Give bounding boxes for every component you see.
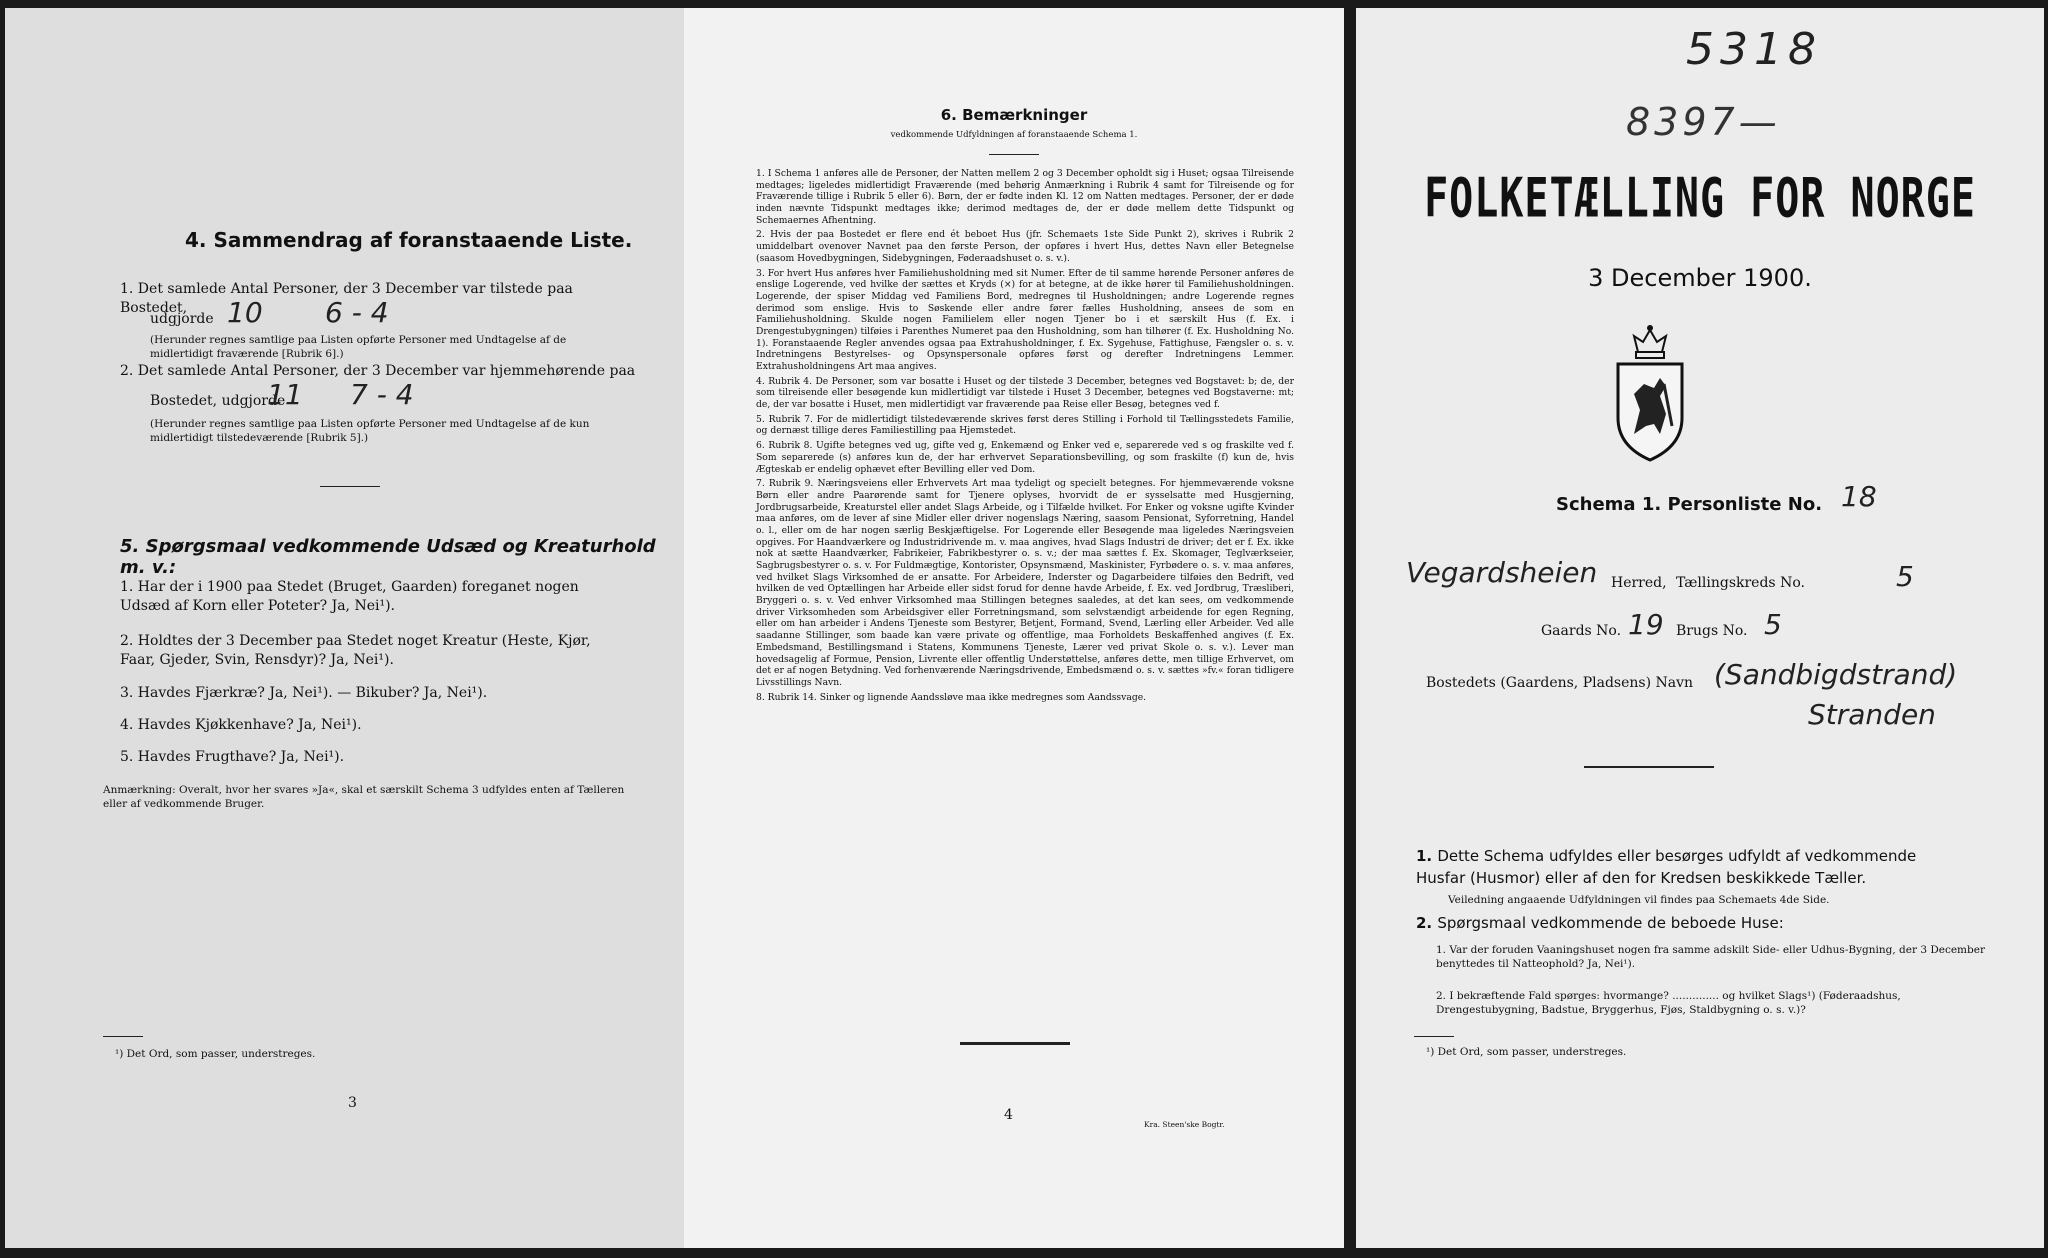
q1-note: (Herunder regnes samtlige paa Listen opførte Personer med Undtagelse af de midlertidigt fraværende [Rubrik 6].) (150, 334, 567, 360)
page-number: 3 (348, 1095, 357, 1111)
bosted-label: Bostedets (Gaardens, Pladsens) Navn (1426, 675, 1694, 691)
s5-item-2: 2. Holdtes der 3 December paa Stedet noget Kreatur (Heste, Kjør, Faar, Gjeder, Svin, Rensdyr)? Ja, Nei¹). (120, 633, 591, 668)
schema-label: Schema 1. Personliste No. (1556, 494, 1823, 515)
remark-item: 2. Hvis der paa Bostedet er flere end ét beboet Hus (jfr. Schemaets 1ste Side Punkt 2), skrives i Rubrik 2 umiddelbart ovenover Navnet paa den første Person, der opføres i hvert Hus, dettes Navn eller Betegnelse (saasom Hovedbygningen, Sidebygningen, Føderaadshuset o. s. v.). (756, 229, 1294, 264)
instruction-2-text: Spørgsmaal vedkommende de beboede Huse: (1437, 914, 1784, 932)
archive-number-crossed: 8397— (1626, 100, 1781, 144)
end-rule (960, 1042, 1070, 1045)
remark-item: 7. Rubrik 9. Næringsveiens eller Erhvervets Art maa tydeligt og specielt betegnes. For hjemmeværende voksne Børn eller andre Paarørende samt for Tjenere oplyses, hvorvidt de er sysselsatte med Husgjerning, Jordbrugsarbeide, Kreaturstel eller andet Slags Arbeide, og i Tilfælde hvilket. For Enker og voksne ugifte Kvinder maa anføres, om de lever af sine Midler eller driver nogenslags Næring, saasom Pensionat, Syforretning, Handel o. l., eller om de har nogen særlig Beskjæftigelse. For Logerende eller Besøgende maa ligeledes Næringsveien opgives. For Haandværkere og Industridrivende m. v. maa angives, hvad Slags Industri de driver; det er f. Ex. ikke nok at sætte Haandværker, Fabrikeier, Fabrikbestyrer o. s. v.; der maa sættes f. Ex. Skomager, Teglværkseier, Sagbrugsbestyrer o. s. v. For Fuldmægtige, Kontorister, Opsynsmænd, Maskinister, Fyrbødere o. s. v. maa anføres, ved hvilket Slags Virksomhed de er ansatte. For Arbeidere, Inderster og Dagarbeidere tilføies den Bedrift, ved hvilken de ved Optællingen har Arbeide eller sidst forud for denne havde Arbeide, f. Ex. ved Jordbrug, Træsliberi, Bryggeri o. s. v. Ved enhver Virksomhed maa Stillingen betegnes saaledes, at det kan sees, om vedkommende driver Virksomheden som Arbeidsgiver eller Forretningsmand, som selvstændigt arbeidende for egen Regning, eller om han arbeider i Andens Tjeneste som Bestyrer, Betjent, Formand, Svend, Lærling eller Arbeider. Ved alle saadanne Stillinger, som baade kan være private og offentlige, maa Forholdets Beskaffenhed angives (f. Ex. Embedsmand, Bestillingsmand i Statens, Kommunens Tjeneste, Lærer ved privat Skole o. s. v.). Lever man hovedsagelig af Formue, Pension, Livrente eller offentlig Understøttelse, anføres dette, men tillige Erhvervet, om det er af nogen Betydning. Ved forhenværende Næringsdrivende, Embedsmænd o. s. v. sættes »fv.« foran tidligere Livsstillings Navn. (756, 478, 1294, 688)
instruction-1-text: Dette Schema udfyldes eller besørges udfyldt af vedkommende Husfar (Husmor) eller af den for Kredsen beskikkede Tæller. (1416, 847, 1917, 887)
remark-item: 6. Rubrik 8. Ugifte betegnes ved ug, gifte ved g, Enkemænd og Enker ved e, separerede ved s og fraskilte ved f. Som separerede (s) anføres kun de, der har erhvervet Separationsbevilling, og som fraskilte (f) kun de, hvis Ægteskab er endelig ophævet efter Bevilling eller ved Dom. (756, 440, 1294, 475)
gaards-label: Gaards No. (1541, 623, 1622, 639)
printer-mark: Kra. Steen'ske Bogtr. (1144, 1120, 1225, 1129)
s5-item-1: 1. Har der i 1900 paa Stedet (Bruget, Gaarden) foreganet nogen Udsæd af Korn eller Poteter? Ja, Nei¹). (120, 579, 579, 614)
main-title: FOLKETÆLLING FOR NORGE (1424, 167, 1976, 231)
gaards-value: 19 (1628, 608, 1664, 641)
coat-of-arms-icon (1610, 322, 1690, 462)
q2-value: 11 (267, 378, 303, 411)
divider (989, 154, 1039, 155)
anmaerkning: Anmærkning: Overalt, hvor her svares »Ja«, skal et særskilt Schema 3 udfyldes enten af Tælleren eller af vedkommende Bruger. (103, 784, 625, 810)
left-page (5, 8, 685, 1248)
q2-note: (Herunder regnes samtlige paa Listen opførte Personer med Undtagelse af de kun midlertidigt tilstedeværende [Rubrik 5].) (150, 418, 590, 444)
instruction-1-sub: Veiledning angaaende Udfyldningen vil findes paa Schemaets 4de Side. (1448, 894, 1830, 906)
s5-item-5: 5. Havdes Frugthave? Ja, Nei¹). (120, 749, 345, 765)
remarks-subtitle: vedkommende Udfyldningen af foranstaaende Schema 1. (890, 130, 1138, 140)
section4-title: 4. Sammendrag af foranstaaende Liste. (185, 228, 633, 252)
s5-item-4: 4. Havdes Kjøkkenhave? Ja, Nei¹). (120, 717, 362, 733)
instruction-2b: 2. I bekræftende Fald spørges: hvormange? .............. og hvilket Slags¹) (Føderaadshus, Drengestubygning, Badstue, Bryggerhus, Fjøs, Staldbygning o. s. v.)? (1436, 990, 1901, 1016)
schema-number: 18 (1841, 480, 1877, 513)
instruction-1 (1416, 846, 1956, 890)
q1-value: 10 (227, 296, 263, 329)
section5-title: 5. Spørgsmaal vedkommende Udsæd og Kreaturhold m. v.: (120, 536, 656, 578)
middle-page (684, 8, 1344, 1248)
brugs-value: 5 (1764, 608, 1782, 641)
right-page (1356, 8, 2044, 1248)
remark-item: 4. Rubrik 4. De Personer, som var bosatte i Huset og der tilstede 3 December, betegnes ved Bogstavet: b; de, der som tilreisende eller besøgende kun midlertidigt var tilstede i Huset 3 December, betegnes ved Bogstaverne: mt; de, der var bosatte i Huset, men midlertidigt var fraværende paa Reise eller Besøg, betegnes ved f. (756, 375, 1294, 411)
q1-split: 6 - 4 (325, 296, 389, 329)
divider (1584, 766, 1714, 768)
instruction-2-number: 2. (1416, 914, 1438, 932)
remark-item: 8. Rubrik 14. Sinker og lignende Aandssløve maa ikke medregnes som Aandssvage. (756, 691, 1147, 703)
instruction-2a: 1. Var der foruden Vaaningshuset nogen fra samme adskilt Side- eller Udhus-Bygning, der 3 December benyttedes til Natteophold? Ja, Nei¹). (1436, 944, 1985, 970)
footnote: ¹) Det Ord, som passer, understreges. (1426, 1046, 1627, 1058)
census-date: 3 December 1900. (1588, 264, 1812, 292)
divider (320, 486, 380, 487)
q2-split: 7 - 4 (350, 378, 414, 411)
q1-text: 1. Det samlede Antal Personer, der 3 December var tilstede paa Bostedet, (120, 281, 573, 316)
remark-item: 1. I Schema 1 anføres alle de Personer, der Natten mellem 2 og 3 December opholdt sig i Huset; ogsaa Tilreisende medtages; ligeledes midlertidigt Fraværende (med behørig Anmærkning i Rubrik 4 samt for Tilreisende og for Fraværende tillige i Rubrik 5 eller 6). Børn, der er fødte inden Kl. 12 om Natten medtages. Personer, der er døde inden nævnte Tidspunkt medtages ikke; derimod medtages de, der er døde mellem dette Tidspunkt og Schemaernes Afhentning. (756, 168, 1294, 226)
remark-item: 3. For hvert Hus anføres hver Familiehusholdning med sit Numer. Efter de til samme hørende Personer anføres de enslige Logerende, ved hvilke der sættes et Kryds (×) for at betegne, at de ikke hører til Familiehusholdningen. Logerende, der spiser Middag ved Familiens Bord, medregnes til Husholdningen; andre Logerende regnes derimod som enslige. Hvis to Søskende eller andre fører fælles Husholdning, ansees de som en Familiehusholdning. Skulde nogen Familielem eller nogen Tjener bo i et særskilt Hus (f. Ex. i Drengestubygningen) tilføies i Parenthes Numeret paa den Husholdning, som han tilhører (f. Ex. Husholdning No. 1). Foranstaaende Regler anvendes ogsaa paa Extrahusholdninger, f. Ex. Sygehuse, Fattighuse, Fængsler o. s. v. Indretningens Bestyrelses- og Opsynspersonale opføres først og derefter Indretningens Lemmer. Extrahusholdningens Art maa angives. (756, 267, 1294, 372)
bosted-value: (Sandbigdstrand) (1714, 658, 1958, 691)
footnote-rule (1414, 1036, 1454, 1037)
brugs-label: Brugs No. (1676, 623, 1748, 639)
remarks-title: 6. Bemærkninger (940, 106, 1088, 124)
remarks-list (756, 168, 1294, 706)
q1-udgjorde: udgjorde (150, 311, 214, 327)
bosted-value-2: Stranden (1808, 698, 1936, 731)
page-number: 4 (1004, 1107, 1013, 1123)
footnote-rule (103, 1036, 143, 1037)
herred-value: Vegardsheien (1406, 556, 1598, 589)
archive-number: 5318 (1686, 24, 1822, 75)
q2-text: 2. Det samlede Antal Personer, der 3 December var hjemmehørende paa (120, 363, 636, 379)
footnote: ¹) Det Ord, som passer, understreges. (115, 1048, 316, 1060)
remark-item: 5. Rubrik 7. For de midlertidigt tilstedeværende skrives først deres Stilling i Forhold til Tællingsstedets Familie, og dernæst tillige deres Familiestilling paa Hjemstedet. (756, 413, 1294, 437)
s5-item-3: 3. Havdes Fjærkræ? Ja, Nei¹). — Bikuber? Ja, Nei¹). (120, 685, 488, 701)
herred-label: Herred, (1611, 575, 1667, 591)
q2-bostedet: Bostedet, udgjorde (150, 393, 286, 409)
instruction-1-number: 1. (1416, 847, 1438, 865)
kreds-label: Tællingskreds No. (1676, 575, 1805, 591)
instruction-2 (1416, 914, 1784, 932)
kreds-value: 5 (1896, 560, 1914, 593)
